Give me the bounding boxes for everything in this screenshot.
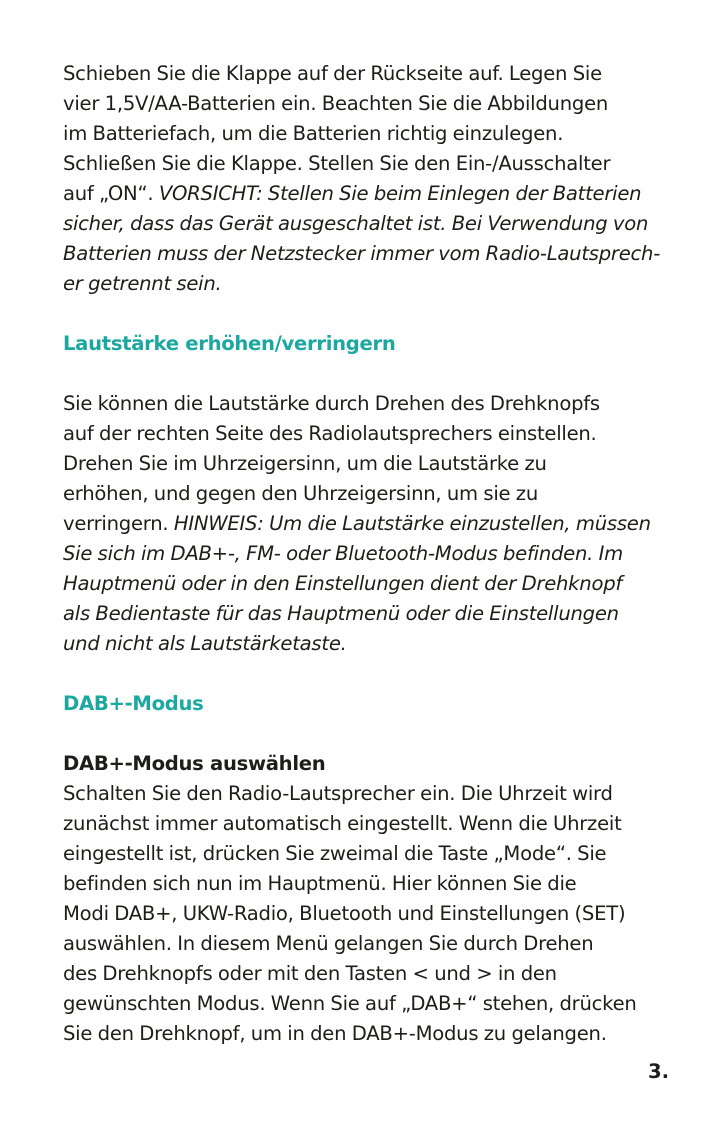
volume-instructions bbox=[63, 389, 703, 659]
text-line: Drehen Sie im Uhrzeigersinn, um die Lautstärke zu bbox=[63, 452, 547, 475]
dab-mode-heading: DAB+-Modus bbox=[63, 692, 204, 715]
hint-note: und nicht als Lautstärketaste. bbox=[63, 632, 347, 655]
text-line: Schieben Sie die Klappe auf der Rückseite auf. Legen Sie bbox=[63, 62, 602, 85]
volume-heading: Lautstärke erhöhen/verringern bbox=[63, 332, 396, 355]
text-segment: auf „ON“. bbox=[63, 182, 159, 205]
text-segment: verringern. bbox=[63, 512, 174, 535]
text-line: gewünschten Modus. Wenn Sie auf „DAB+“ stehen, drücken bbox=[63, 992, 637, 1015]
text-line: erhöhen, und gegen den Uhrzeigersinn, um sie zu bbox=[63, 482, 539, 505]
text-line: Sie können die Lautstärke durch Drehen des Drehknopfs bbox=[63, 392, 600, 415]
caution-note: VORSICHT: Stellen Sie beim Einlegen der Batterien bbox=[158, 182, 642, 205]
dab-mode-instructions bbox=[63, 779, 703, 1049]
text-line: eingestellt ist, drücken Sie zweimal die Taste „Mode“. Sie bbox=[63, 842, 607, 865]
text-line bbox=[63, 179, 703, 209]
dab-mode-subheading: DAB+-Modus auswählen bbox=[63, 752, 326, 775]
caution-note: sicher, dass das Gerät ausgeschaltet ist. Bei Verwendung von bbox=[63, 212, 649, 235]
text-line: auf der rechten Seite des Radiolautsprechers einstellen. bbox=[63, 422, 597, 445]
text-line: im Batteriefach, um die Batterien richtig einzulegen. bbox=[63, 122, 564, 145]
text-line: Sie den Drehknopf, um in den DAB+-Modus zu gelangen. bbox=[63, 1022, 607, 1045]
text-line: vier 1,5V/AA-Batterien ein. Beachten Sie die Abbildungen bbox=[63, 92, 609, 115]
text-line: des Drehknopfs oder mit den Tasten < und > in den bbox=[63, 962, 557, 985]
text-line bbox=[63, 509, 703, 539]
hint-note: Sie sich im DAB+-, FM- oder Bluetooth-Modus befinden. Im bbox=[63, 542, 623, 565]
text-line: auswählen. In diesem Menü gelangen Sie durch Drehen bbox=[63, 932, 594, 955]
hint-note: Hauptmenü oder in den Einstellungen dient der Drehknopf bbox=[63, 572, 623, 595]
hint-note: HINWEIS: Um die Lautstärke einzustellen, müssen bbox=[173, 512, 651, 535]
battery-instructions bbox=[63, 59, 703, 299]
text-line: zunächst immer automatisch eingestellt. Wenn die Uhrzeit bbox=[63, 812, 622, 835]
page-number: 3. bbox=[648, 1060, 670, 1083]
text-line: Schließen Sie die Klappe. Stellen Sie den Ein-/Ausschalter bbox=[63, 152, 611, 175]
spacer bbox=[63, 359, 703, 389]
caution-note: Batterien muss der Netzstecker immer vom Radio-Lautsprech- bbox=[63, 242, 661, 265]
text-line: Schalten Sie den Radio-Lautsprecher ein. Die Uhrzeit wird bbox=[63, 782, 613, 805]
manual-page bbox=[63, 59, 703, 1049]
spacer bbox=[63, 719, 703, 749]
caution-note: er getrennt sein. bbox=[63, 272, 222, 295]
spacer bbox=[63, 659, 703, 689]
spacer bbox=[63, 299, 703, 329]
text-line: Modi DAB+, UKW-Radio, Bluetooth und Einstellungen (SET) bbox=[63, 902, 626, 925]
hint-note: als Bedientaste für das Hauptmenü oder die Einstellungen bbox=[63, 602, 619, 625]
text-line: befinden sich nun im Hauptmenü. Hier können Sie die bbox=[63, 872, 577, 895]
